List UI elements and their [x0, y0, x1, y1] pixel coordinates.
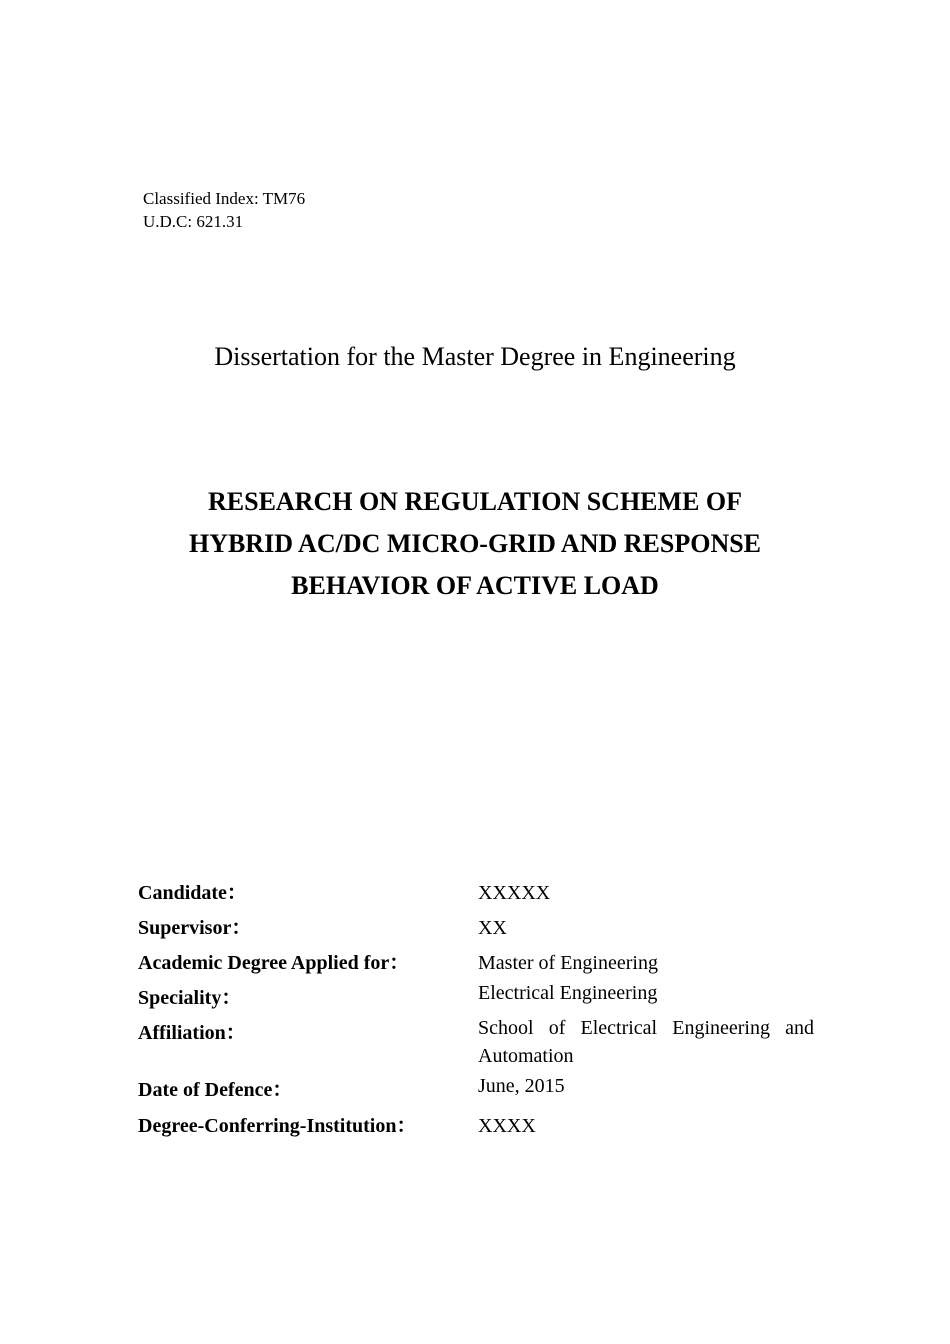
degree-heading: Dissertation for the Master Degree in Engineering: [214, 342, 736, 371]
title-line-1: RESEARCH ON REGULATION SCHEME OF: [207, 487, 743, 516]
institution-value: XXXX: [478, 1115, 536, 1137]
title-line-2: HYBRID AC/DC MICRO-GRID AND RESPONSE: [188, 529, 762, 558]
supervisor-value: XX: [478, 917, 507, 939]
academic-degree-value: Master of Engineering: [478, 952, 658, 974]
udc-code: U.D.C: 621.31: [143, 212, 244, 231]
date-of-defence-label: Date of Defence：: [138, 1079, 293, 1101]
institution-label: Degree-Conferring-Institution：: [138, 1115, 417, 1137]
affiliation-value: School of Electrical Engineering and Automation: [478, 1017, 814, 1067]
candidate-info-table: [138, 0, 838, 1344]
classified-index: Classified Index: TM76: [143, 189, 306, 208]
affiliation-label: Affiliation：: [138, 1022, 246, 1044]
speciality-label: Speciality：: [138, 987, 242, 1009]
date-of-defence-value: June, 2015: [478, 1075, 565, 1097]
supervisor-label: Supervisor：: [138, 917, 252, 939]
academic-degree-label: Academic Degree Applied for：: [138, 952, 410, 974]
speciality-value: Electrical Engineering: [478, 982, 658, 1004]
candidate-label: Candidate：: [138, 882, 247, 904]
candidate-value: XXXXX: [478, 882, 551, 904]
title-line-3: BEHAVIOR OF ACTIVE LOAD: [291, 571, 659, 600]
